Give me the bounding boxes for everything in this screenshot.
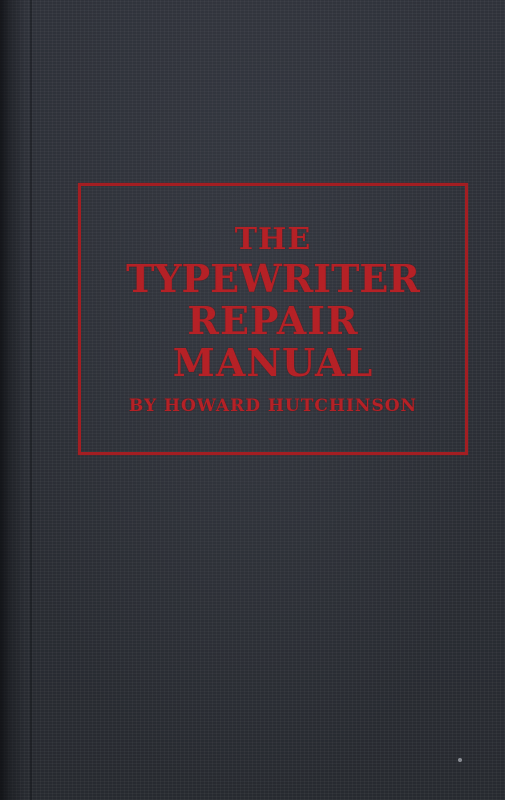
title-line-repair: REPAIR	[187, 298, 359, 343]
spine-edge	[0, 0, 26, 800]
title-line-the: THE	[234, 222, 312, 257]
title-line-typewriter: TYPEWRITER	[126, 256, 420, 301]
spine-crease	[30, 0, 32, 800]
author-line: BY HOWARD HUTCHINSON	[128, 396, 418, 416]
title-line-manual: MANUAL	[172, 340, 374, 385]
title-frame	[78, 183, 468, 455]
cloth-speck	[458, 758, 462, 762]
